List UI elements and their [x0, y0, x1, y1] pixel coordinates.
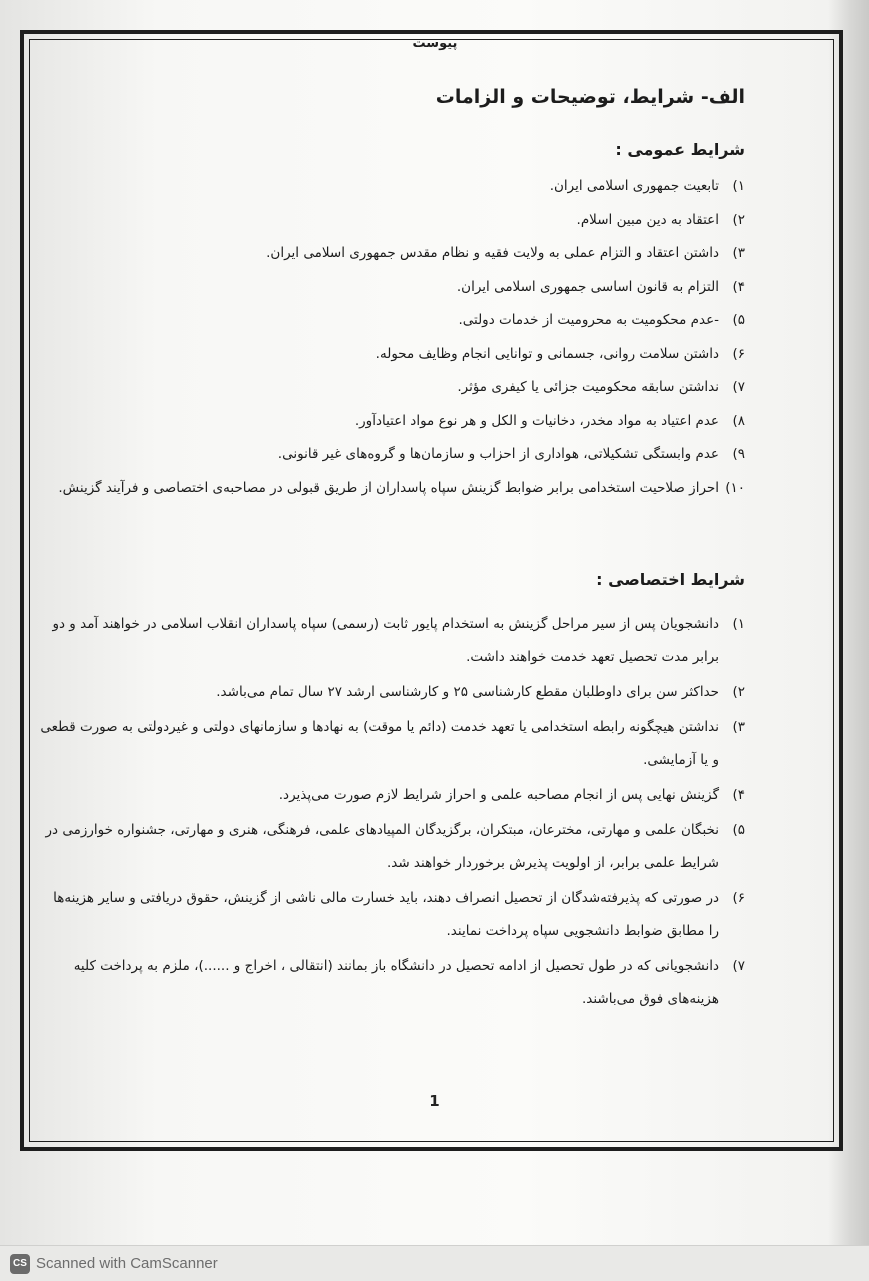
document-title: الف- شرایط، توضیحات و الزامات [435, 86, 745, 108]
item-number: ۳) [732, 245, 745, 261]
camscanner-logo-icon: CS [10, 1254, 30, 1274]
item-number: ۱۰) [725, 479, 745, 496]
camscanner-watermark [0, 1245, 869, 1281]
item-text: حداکثر سن برای داوطلبان مقطع کارشناسی ۲۵ و کارشناسی ارشد ۲۷ سال تمام می‌باشد. [216, 684, 719, 700]
item-text: داشتن سلامت روانی، جسمانی و توانایی انجام وظایف محوله. [375, 345, 719, 362]
special-condition-item [40, 779, 745, 812]
item-text: نخبگان علمی و مهارتی، مخترعان، مبتکران، برگزیدگان المپیادهای علمی، فرهنگی، هنری و مهارتی، جشنواره خوارزمی در شرایط علمی برابر، از اولویت پذیرش برخوردار خواهند شد. [45, 822, 719, 871]
general-condition-item [40, 478, 745, 538]
general-condition-item [40, 210, 745, 244]
special-condition-item [40, 882, 745, 948]
item-number: ۲) [732, 211, 745, 228]
item-number: ۷) [732, 958, 745, 974]
item-number: ۱) [732, 178, 745, 194]
item-number: ۶) [732, 345, 745, 362]
annex-label: پیوست [412, 36, 458, 51]
special-condition-item [40, 950, 745, 1016]
item-number: ۴) [732, 278, 745, 295]
item-number: ۹) [732, 446, 745, 462]
general-conditions-heading: شرایط عمومی : [615, 140, 745, 159]
item-text: نداشتن هیچگونه رابطه استخدامی یا تعهد خدمت (دائم یا موقت) به نهادها و سازمانهای دولتی و غیردولتی به صورت قطعی و یا آزمایشی. [40, 719, 719, 768]
item-text: التزام به قانون اساسی جمهوری اسلامی ایران. [456, 278, 719, 295]
item-number: ۳) [732, 719, 745, 735]
item-text: دانشجویان پس از سیر مراحل گزینش به استخدام پایور ثابت (رسمی) سپاه پاسداران انقلاب اسلامی در خواهند آمد و دو برابر مدت تحصیل تعهد خدمت خواهند داشت. [52, 616, 719, 665]
item-text: عدم اعتیاد به مواد مخدر، دخانیات و الکل و هر نوع مواد اعتیادآور. [354, 412, 719, 429]
special-conditions-heading: شرایط اختصاصی : [596, 570, 745, 589]
special-condition-item [40, 608, 745, 674]
general-condition-item [40, 444, 745, 478]
item-text: اعتقاد به دین مبین اسلام. [576, 211, 719, 228]
general-condition-item [40, 277, 745, 311]
general-condition-item [40, 310, 745, 344]
special-condition-item [40, 711, 745, 777]
general-condition-item [40, 243, 745, 277]
item-text: گزینش نهایی پس از انجام مصاحبه علمی و احراز شرایط لازم صورت می‌پذیرد. [278, 787, 719, 803]
item-text: تابعیت جمهوری اسلامی ایران. [549, 178, 719, 194]
item-text: دانشجویانی که در طول تحصیل از ادامه تحصیل در دانشگاه باز بمانند (انتقالی ، اخراج و ......)، ملزم به پرداخت کلیه هزینه‌های فوق می‌باشند. [73, 958, 719, 1007]
item-text: در صورتی که پذیرفته‌شدگان از تحصیل انصراف دهند، باید خسارت مالی ناشی از گزینش، حقوق دریافتی و سایر هزینه‌ها را مطابق ضوابط دانشجویی سپاه پرداخت نمایند. [53, 890, 719, 939]
special-conditions-list [40, 608, 745, 1018]
item-text: -عدم محکومیت به محرومیت از خدمات دولتی. [458, 312, 719, 328]
general-condition-item [40, 176, 745, 210]
watermark-text: Scanned with CamScanner [36, 1255, 218, 1272]
item-number: ۵) [732, 822, 745, 838]
item-text: داشتن اعتقاد و التزام عملی به ولایت فقیه و نظام مقدس جمهوری اسلامی ایران. [266, 245, 719, 261]
general-condition-item [40, 411, 745, 445]
item-number: ۱) [732, 616, 745, 632]
general-condition-item [40, 344, 745, 378]
page-number: 1 [429, 1092, 440, 1110]
item-text: نداشتن سابقه محکومیت جزائی یا کیفری مؤثر. [457, 379, 719, 395]
item-number: ۶) [732, 890, 745, 906]
item-text: عدم وابستگی تشکیلاتی، هواداری از احزاب و سازمان‌ها و گروه‌های غیر قانونی. [277, 446, 719, 462]
item-text: احراز صلاحیت استخدامی برابر ضوابط گزینش سپاه پاسداران از طریق قبولی در مصاحبه‌ی اختصاصی و فرآیند گزینش. [58, 479, 719, 496]
item-number: ۷) [732, 379, 745, 395]
item-number: ۵) [732, 312, 745, 328]
general-condition-item [40, 377, 745, 411]
item-number: ۲) [732, 684, 745, 700]
special-condition-item [40, 814, 745, 880]
item-number: ۸) [732, 412, 745, 429]
special-condition-item [40, 676, 745, 709]
item-number: ۴) [732, 787, 745, 803]
general-conditions-list [40, 176, 745, 538]
